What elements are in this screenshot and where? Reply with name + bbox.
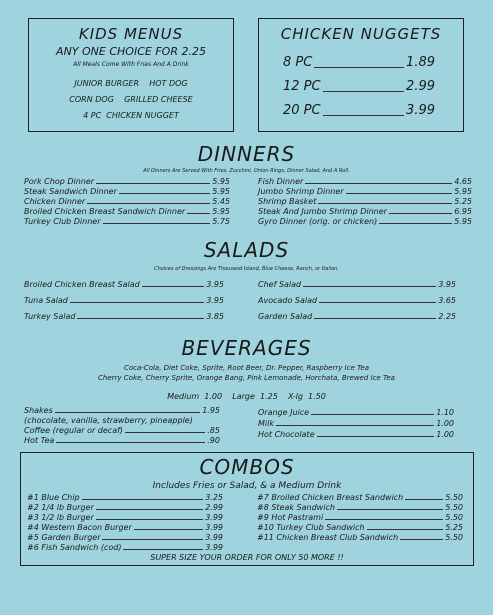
dinner-item	[258, 197, 472, 206]
combo-item	[27, 533, 223, 542]
kids-menu-note: All Meals Come With Fries And A Drink	[73, 61, 189, 68]
combo-item-name: #6 Fish Sandwich (cod)	[27, 543, 122, 552]
combo-item	[27, 503, 223, 512]
combo-item	[27, 523, 223, 532]
combo-item-price: 5.50	[445, 493, 463, 502]
beverages-box	[20, 404, 474, 450]
combo-item-name: #11 Chicken Breast Club Sandwich	[257, 533, 399, 542]
chicken-nuggets-box	[258, 18, 464, 132]
dinner-item-price: 5.45	[212, 197, 230, 206]
dinner-item	[24, 207, 230, 216]
dinner-item	[258, 207, 472, 216]
combo-item-price: 2.99	[205, 503, 223, 512]
beverage-item-name: Hot Chocolate	[258, 430, 315, 439]
dinners-note: All Dinners Are Served With Fries, Zucchini, Onion Rings, Dinner Salad, And A Roll.	[143, 168, 350, 174]
beverage-item-name: (chocolate, vanilla, strawberry, pineapple)	[24, 416, 193, 425]
dinner-item-name: Chicken Dinner	[24, 197, 86, 206]
nugget-item	[283, 55, 435, 70]
salad-item	[24, 312, 224, 321]
beverage-item-price: 1.00	[436, 419, 454, 428]
salad-item	[258, 312, 456, 321]
dinner-item-price: 5.95	[212, 187, 230, 196]
dinner-item	[258, 187, 472, 196]
beverages-list-1: Coca-Cola, Diet Coke, Sprite, Root Beer, Dr. Pepper, Raspberry Ice Tea	[123, 364, 370, 372]
salad-item-price: 3.95	[438, 280, 456, 289]
leader-line	[305, 183, 452, 184]
salad-item	[258, 296, 456, 305]
salad-item-price: 3.95	[206, 296, 224, 305]
leader-line	[82, 499, 204, 500]
nugget-item-name: 12 PC	[283, 79, 321, 94]
dinner-item	[258, 177, 472, 186]
dinner-item-price: 5.95	[212, 207, 230, 216]
combo-item-name: #2 1/4 lb Burger	[27, 503, 94, 512]
kids-menu-offer: ANY ONE CHOICE FOR 2.25	[56, 45, 206, 58]
leader-line	[400, 539, 443, 540]
salad-item-name: Turkey Salad	[24, 312, 76, 321]
leader-line	[96, 519, 203, 520]
combo-item	[27, 493, 223, 502]
beverage-item	[258, 408, 454, 417]
dinner-item-price: 5.75	[212, 217, 230, 226]
beverage-item-price: 1.00	[436, 430, 454, 439]
combo-item	[27, 543, 223, 552]
combo-item	[257, 533, 463, 542]
leader-line	[125, 432, 205, 433]
dinner-item	[24, 187, 230, 196]
beverage-item-name: Coffee (regular or decaf)	[24, 426, 124, 435]
combo-item-price: 5.50	[445, 513, 463, 522]
nugget-item	[283, 103, 435, 118]
beverage-item-price: 1.10	[436, 408, 454, 417]
leader-line	[337, 509, 443, 510]
leader-line	[77, 318, 204, 319]
dinner-item-name: Gyro Dinner (orig. or chicken)	[258, 217, 378, 226]
dinner-item-price: 5.25	[454, 197, 472, 206]
beverage-item-note	[24, 416, 220, 425]
beverage-item-name: Orange Juice	[258, 408, 310, 417]
beverage-item	[24, 406, 220, 415]
salad-item-name: Avocado Salad	[258, 296, 318, 305]
salads-box	[20, 276, 474, 330]
combo-item-price: 5.50	[445, 533, 463, 542]
combo-item-price: 3.99	[205, 543, 223, 552]
dinner-item-name: Broiled Chicken Breast Sandwich Dinner	[24, 207, 186, 216]
salad-item-price: 3.85	[206, 312, 224, 321]
kids-menu-line-1: JUNIOR BURGER HOT DOG	[74, 79, 188, 88]
dinner-item-price: 5.95	[212, 177, 230, 186]
nugget-item-price: 2.99	[406, 79, 435, 94]
leader-line	[87, 203, 210, 204]
beverage-item	[258, 430, 454, 439]
leader-line	[346, 193, 453, 194]
leader-line	[134, 529, 203, 530]
salad-item-price: 2.25	[438, 312, 456, 321]
dinner-item-name: Jumbo Shrimp Dinner	[258, 187, 344, 196]
leader-line	[276, 425, 434, 426]
beverages-sizes: Medium 1.00 Large 1.25 X-lg 1.50	[167, 392, 326, 401]
salad-item-price: 3.65	[438, 296, 456, 305]
beverage-item-name: Milk	[258, 419, 274, 428]
dinner-item	[24, 217, 230, 226]
salad-item-name: Tuna Salad	[24, 296, 68, 305]
dinner-item-name: Steak And Jumbo Shrimp Dinner	[258, 207, 387, 216]
dinner-item-price: 4.65	[454, 177, 472, 186]
leader-line	[323, 115, 404, 116]
beverage-item	[24, 436, 220, 445]
leader-line	[314, 67, 404, 68]
dinner-item-price: 5.95	[454, 187, 472, 196]
leader-line	[187, 213, 210, 214]
leader-line	[405, 499, 443, 500]
leader-line	[56, 442, 205, 443]
leader-line	[70, 302, 204, 303]
dinner-item	[258, 217, 472, 226]
dinner-item-price: 5.95	[454, 217, 472, 226]
beverage-item	[24, 426, 220, 435]
leader-line	[103, 223, 211, 224]
kids-menu-box	[28, 18, 234, 132]
combo-item-name: #4 Western Bacon Burger	[27, 523, 132, 532]
beverages-list-2: Cherry Coke, Cherry Sprite, Orange Bang, Pink Lemonade, Horchata, Brewed Ice Tea	[98, 374, 395, 382]
dinner-item-name: Fish Dinner	[258, 177, 304, 186]
combo-item-name: #7 Broiled Chicken Breast Sandwich	[257, 493, 404, 502]
combo-item	[257, 503, 463, 512]
salad-item	[24, 296, 224, 305]
combo-item-price: 3.25	[205, 493, 223, 502]
salad-item	[258, 280, 456, 289]
combo-item-price: 3.99	[205, 533, 223, 542]
leader-line	[389, 213, 452, 214]
kids-menu-line-2: CORN DOG GRILLED CHEESE	[69, 95, 193, 104]
beverage-item-name: Shakes	[24, 406, 53, 415]
dinner-item-name: Pork Chop Dinner	[24, 177, 95, 186]
combo-item-name: #8 Steak Sandwich	[257, 503, 335, 512]
dinners-title: DINNERS	[197, 142, 296, 166]
leader-line	[325, 519, 443, 520]
combo-item-name: #3 1/2 lb Burger	[27, 513, 94, 522]
chicken-nuggets-title: CHICKEN NUGGETS	[280, 25, 442, 43]
combo-item-price: 3.99	[205, 513, 223, 522]
kids-menu-title: KIDS MENUS	[78, 25, 184, 43]
leader-line	[323, 91, 404, 92]
leader-line	[319, 302, 436, 303]
salad-item	[24, 280, 224, 289]
dinner-item	[24, 197, 230, 206]
beverage-item-price: 1.95	[202, 406, 220, 415]
salads-title: SALADS	[203, 238, 290, 262]
salad-item-price: 3.95	[206, 280, 224, 289]
combo-item-price: 5.25	[445, 523, 463, 532]
combo-item-name: #5 Garden Burger	[27, 533, 101, 542]
combos-box	[20, 452, 474, 566]
leader-line	[123, 549, 203, 550]
nugget-item-name: 20 PC	[283, 103, 321, 118]
dinner-item-name: Shrimp Basket	[258, 197, 317, 206]
leader-line	[367, 529, 444, 530]
combo-item-name: #10 Turkey Club Sandwich	[257, 523, 365, 532]
combo-item-price: 3.99	[205, 523, 223, 532]
combo-item-name: #1 Blue Chip	[27, 493, 80, 502]
combo-item-price: 5.50	[445, 503, 463, 512]
beverage-item-price: .85	[207, 426, 220, 435]
leader-line	[311, 414, 434, 415]
leader-line	[318, 203, 452, 204]
leader-line	[102, 539, 203, 540]
leader-line	[96, 183, 210, 184]
leader-line	[303, 286, 436, 287]
supersize-note: SUPER SIZE YOUR ORDER FOR ONLY 50 MORE !!	[150, 553, 344, 562]
nugget-item-price: 3.99	[406, 103, 435, 118]
salad-item-name: Broiled Chicken Breast Salad	[24, 280, 140, 289]
leader-line	[142, 286, 204, 287]
combos-title: COMBOS	[199, 455, 295, 479]
beverage-item	[258, 419, 454, 428]
beverage-item-name: Hot Tea	[24, 436, 55, 445]
salad-item-name: Chef Salad	[258, 280, 302, 289]
beverage-item-price: .90	[207, 436, 220, 445]
dinner-item-name: Steak Sandwich Dinner	[24, 187, 117, 196]
dinner-item-price: 6.95	[454, 207, 472, 216]
combo-item	[257, 513, 463, 522]
leader-line	[119, 193, 210, 194]
leader-line	[96, 509, 203, 510]
nugget-item-name: 8 PC	[283, 55, 313, 70]
dinner-item	[24, 177, 230, 186]
leader-line	[314, 318, 436, 319]
leader-line	[379, 223, 452, 224]
beverages-title: BEVERAGES	[181, 336, 312, 360]
kids-menu-line-3: 4 PC CHICKEN NUGGET	[83, 111, 179, 120]
leader-line	[317, 436, 435, 437]
combo-item-name: #9 Hot Pastrami	[257, 513, 324, 522]
dinner-item-name: Turkey Club Dinner	[24, 217, 101, 226]
salad-item-name: Garden Salad	[258, 312, 313, 321]
combo-item	[257, 523, 463, 532]
combo-item	[27, 513, 223, 522]
combo-item	[257, 493, 463, 502]
nugget-item	[283, 79, 435, 94]
leader-line	[55, 412, 200, 413]
nugget-item-price: 1.89	[406, 55, 435, 70]
combos-subtitle: Includes Fries or Salad, & a Medium Drink	[152, 481, 342, 491]
dinners-box	[20, 175, 474, 232]
salads-note: Choices of Dressings Are Thousand Island, Blue Cheese, Ranch, or Italian.	[154, 266, 339, 272]
